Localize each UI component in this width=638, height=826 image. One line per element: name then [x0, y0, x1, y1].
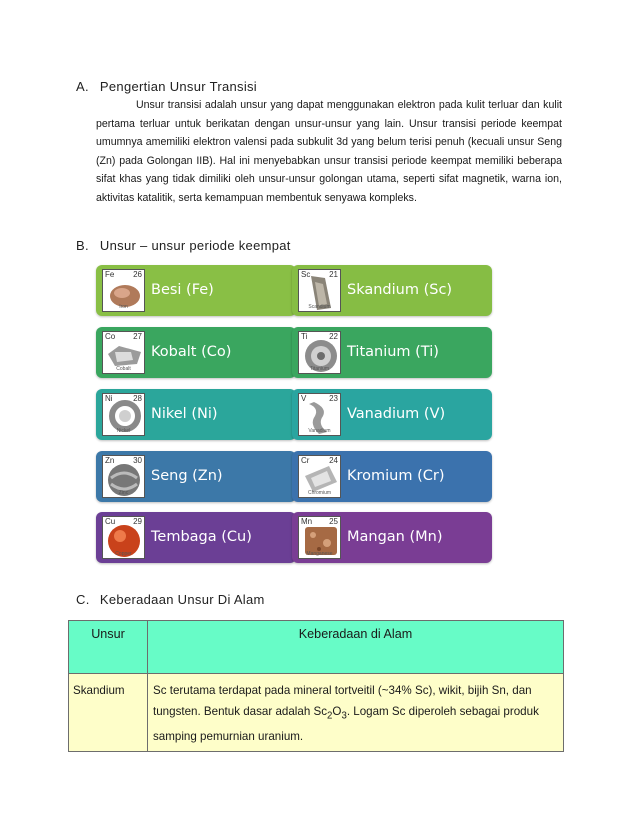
occurrence-table — [68, 620, 564, 752]
element-english-name: Iron — [119, 304, 128, 310]
header-unsur: Unsur — [69, 621, 148, 674]
header-keberadaan: Keberadaan di Alam — [148, 621, 564, 674]
element-symbol: Cu — [105, 517, 116, 526]
element-card-sc — [292, 265, 492, 316]
element-number: 26 — [133, 270, 142, 279]
element-number: 29 — [133, 517, 142, 526]
element-english-name: Titanium — [310, 366, 329, 372]
cobalt-sample-icon — [102, 331, 145, 374]
element-card-zn — [96, 451, 296, 502]
element-card-v — [292, 389, 492, 440]
element-number: 28 — [133, 394, 142, 403]
chromium-sample-icon — [298, 455, 341, 498]
element-english-name: Nickel — [116, 428, 131, 434]
element-label: Seng (Zn) — [151, 468, 223, 484]
element-symbol: Mn — [301, 517, 313, 526]
section-b-number: B. — [76, 238, 89, 253]
element-symbol: Zn — [105, 456, 115, 465]
element-symbol: V — [301, 394, 307, 403]
element-label: Kromium (Cr) — [347, 468, 445, 484]
element-card-co — [96, 327, 296, 378]
element-label: Mangan (Mn) — [347, 529, 443, 545]
paragraph-text: Unsur transisi adalah unsur yang dapat menggunakan elektron pada kulit terluar dan kulit pertama terluar untuk berikatan dengan unsur-unsur yang lain. Unsur transisi periode keempat umumnya amemiliki elektron valensi pada subkulit 3d yang belum terisi penuh (kecuali unsur Seng (Zn) pada Golongan IIB). Hal ini menyebabkan unsur transisi periode keempat memiliki beberapa sifat khas yang tidak dimiliki oleh unsur-unsur golongan utama, seperti sifat magnetik, warna ion, aktivitas katalitik, serta kemampuan membentuk senyawa kompleks. — [96, 99, 562, 204]
element-card-fe — [96, 265, 296, 316]
section-c-title: Keberadaan Unsur Di Alam — [99, 592, 265, 607]
element-card-ni — [96, 389, 296, 440]
element-english-name: Zinc — [118, 490, 129, 496]
copper-sample-icon — [102, 516, 145, 559]
element-number: 27 — [133, 332, 142, 341]
element-label: Tembaga (Cu) — [151, 529, 252, 545]
element-label: Vanadium (V) — [347, 406, 446, 422]
element-symbol: Co — [105, 332, 116, 341]
element-english-name: Cobalt — [116, 366, 131, 372]
element-label: Kobalt (Co) — [151, 344, 232, 360]
element-label: Besi (Fe) — [151, 282, 214, 298]
cell-element: Skandium — [69, 674, 148, 752]
element-english-name: Manganese — [306, 551, 333, 557]
table-row — [69, 674, 564, 752]
titanium-sample-icon — [298, 331, 341, 374]
element-card-cr — [292, 451, 492, 502]
element-number: 23 — [329, 394, 338, 403]
element-symbol: Fe — [105, 270, 115, 279]
section-b-heading — [76, 238, 291, 253]
iron-sample-icon — [102, 269, 145, 312]
element-number: 25 — [329, 517, 338, 526]
vanadium-sample-icon — [298, 393, 341, 436]
element-english-name: Copper — [115, 551, 132, 557]
element-number: 30 — [133, 456, 142, 465]
element-label: Titanium (Ti) — [347, 344, 439, 360]
section-b-title: Unsur – unsur periode keempat — [99, 238, 291, 253]
element-number: 22 — [329, 332, 338, 341]
table-header-row — [69, 621, 564, 674]
element-english-name: Scandium — [308, 304, 331, 310]
cell-occurrence: Sc terutama terdapat pada mineral tortveitil (~34% Sc), wikit, bijih Sn, dan tungsten. Bentuk dasar adalah $Sc_2O_3$. Logam Sc diperoleh sebagai produk samping pemurnian uranium. — [148, 674, 564, 752]
element-card-cu — [96, 512, 296, 563]
manganese-sample-icon — [298, 516, 341, 559]
element-number: 21 — [329, 270, 338, 279]
element-symbol: Ni — [105, 394, 113, 403]
element-number: 24 — [329, 456, 338, 465]
element-symbol: Ti — [301, 332, 308, 341]
section-a-paragraph — [96, 96, 562, 208]
element-label: Nikel (Ni) — [151, 406, 218, 422]
zinc-sample-icon — [102, 455, 145, 498]
section-a-number: A. — [76, 79, 89, 94]
scandium-sample-icon — [298, 269, 341, 312]
element-english-name: Vanadium — [308, 428, 331, 434]
section-c-number: C. — [76, 592, 90, 607]
element-symbol: Sc — [301, 270, 311, 279]
element-label: Skandium (Sc) — [347, 282, 453, 298]
section-a-heading — [76, 79, 257, 94]
section-a-title: Pengertian Unsur Transisi — [99, 79, 257, 94]
element-english-name: Chromium — [307, 490, 332, 496]
nickel-sample-icon — [102, 393, 145, 436]
element-symbol: Cr — [301, 456, 310, 465]
element-card-mn — [292, 512, 492, 563]
element-card-ti — [292, 327, 492, 378]
section-c-heading — [76, 592, 265, 607]
